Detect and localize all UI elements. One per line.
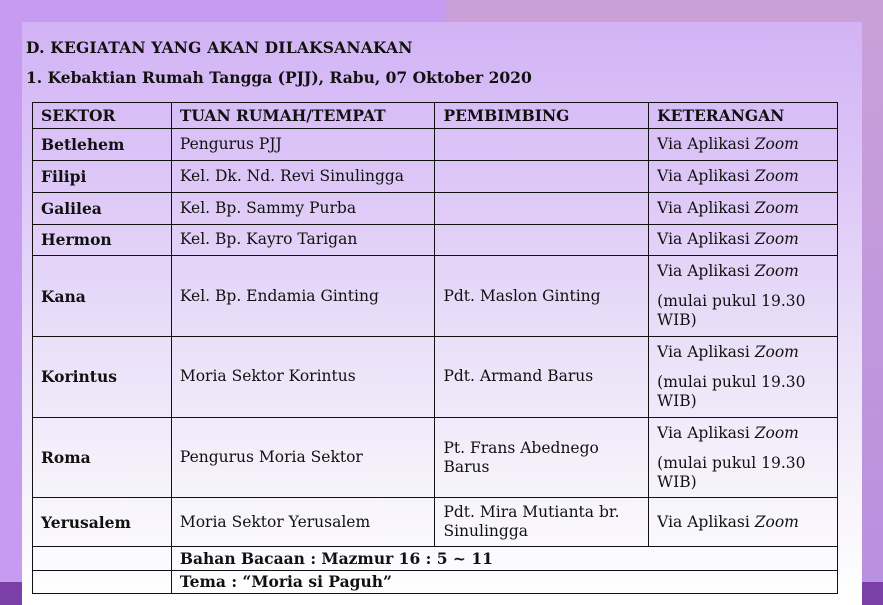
tema-row bbox=[33, 570, 838, 593]
cell-keterangan bbox=[649, 417, 838, 498]
document-slide bbox=[22, 22, 862, 605]
cell-tuan-rumah: Pengurus PJJ bbox=[171, 129, 435, 161]
via-app: Zoom bbox=[754, 423, 799, 442]
cell-keterangan bbox=[649, 256, 838, 337]
cell-sektor: Korintus bbox=[33, 337, 172, 418]
cell-tuan-rumah: Kel. Dk. Nd. Revi Sinulingga bbox=[171, 160, 435, 192]
cell-tuan-rumah: Moria Sektor Yerusalem bbox=[171, 498, 435, 547]
blank-cell bbox=[33, 570, 172, 593]
cell-tuan-rumah: Moria Sektor Korintus bbox=[171, 337, 435, 418]
section-title: D. KEGIATAN YANG AKAN DILAKSANAKAN bbox=[26, 38, 413, 57]
cell-pembimbing bbox=[435, 129, 649, 161]
header-pembimbing: PEMBIMBING bbox=[435, 103, 649, 129]
cell-keterangan bbox=[649, 337, 838, 418]
cell-keterangan bbox=[649, 498, 838, 547]
cell-pembimbing bbox=[435, 160, 649, 192]
time-note: (mulai pukul 19.30 WIB) bbox=[657, 453, 806, 491]
via-app: Zoom bbox=[754, 230, 799, 249]
table-header-row bbox=[33, 103, 838, 129]
cell-keterangan bbox=[649, 160, 838, 192]
via-prefix: Via Aplikasi bbox=[657, 134, 755, 153]
cell-tuan-rumah: Kel. Bp. Endamia Ginting bbox=[171, 256, 435, 337]
cell-pembimbing: Pdt. Mira Mutianta br. Sinulingga bbox=[435, 498, 649, 547]
cell-keterangan bbox=[649, 192, 838, 224]
cell-pembimbing bbox=[435, 224, 649, 256]
table-row bbox=[33, 417, 838, 498]
cell-pembimbing bbox=[435, 192, 649, 224]
header-tuan-rumah: TUAN RUMAH/TEMPAT bbox=[171, 103, 435, 129]
tema: Tema : “Moria si Paguh” bbox=[171, 570, 837, 593]
background-band-right bbox=[862, 22, 883, 605]
via-prefix: Via Aplikasi bbox=[657, 230, 755, 249]
via-app: Zoom bbox=[754, 198, 799, 217]
cell-sektor: Hermon bbox=[33, 224, 172, 256]
via-app: Zoom bbox=[754, 342, 799, 361]
cell-keterangan bbox=[649, 224, 838, 256]
cell-sektor: Filipi bbox=[33, 160, 172, 192]
cell-keterangan bbox=[649, 129, 838, 161]
cell-sektor: Betlehem bbox=[33, 129, 172, 161]
via-app: Zoom bbox=[754, 166, 799, 185]
cell-tuan-rumah: Pengurus Moria Sektor bbox=[171, 417, 435, 498]
table-row bbox=[33, 256, 838, 337]
background-corner-left bbox=[0, 582, 22, 605]
table-row bbox=[33, 192, 838, 224]
table-row bbox=[33, 160, 838, 192]
cell-sektor: Yerusalem bbox=[33, 498, 172, 547]
time-note: (mulai pukul 19.30 WIB) bbox=[657, 292, 806, 330]
cell-sektor: Galilea bbox=[33, 192, 172, 224]
table-row bbox=[33, 337, 838, 418]
cell-sektor: Kana bbox=[33, 256, 172, 337]
via-app: Zoom bbox=[754, 512, 799, 531]
blank-cell bbox=[33, 547, 172, 570]
via-app: Zoom bbox=[754, 262, 799, 281]
via-prefix: Via Aplikasi bbox=[657, 166, 755, 185]
time-note: (mulai pukul 19.30 WIB) bbox=[657, 372, 806, 410]
via-prefix: Via Aplikasi bbox=[657, 198, 755, 217]
cell-tuan-rumah: Kel. Bp. Sammy Purba bbox=[171, 192, 435, 224]
table-row bbox=[33, 129, 838, 161]
bahan-bacaan: Bahan Bacaan : Mazmur 16 : 5 ~ 11 bbox=[171, 547, 837, 570]
via-prefix: Via Aplikasi bbox=[657, 262, 755, 281]
cell-sektor: Roma bbox=[33, 417, 172, 498]
background-band-top bbox=[0, 0, 883, 22]
cell-pembimbing: Pdt. Maslon Ginting bbox=[435, 256, 649, 337]
cell-pembimbing: Pdt. Armand Barus bbox=[435, 337, 649, 418]
header-sektor: SEKTOR bbox=[33, 103, 172, 129]
table-row bbox=[33, 224, 838, 256]
cell-tuan-rumah: Kel. Bp. Kayro Tarigan bbox=[171, 224, 435, 256]
background-corner-right bbox=[862, 582, 883, 605]
via-prefix: Via Aplikasi bbox=[657, 342, 755, 361]
table-row bbox=[33, 498, 838, 547]
via-prefix: Via Aplikasi bbox=[657, 423, 755, 442]
schedule-table bbox=[32, 102, 838, 594]
via-app: Zoom bbox=[754, 134, 799, 153]
event-title: 1. Kebaktian Rumah Tangga (PJJ), Rabu, 07 Oktober 2020 bbox=[26, 68, 532, 87]
header-keterangan: KETERANGAN bbox=[649, 103, 838, 129]
cell-pembimbing: Pt. Frans Abednego Barus bbox=[435, 417, 649, 498]
via-prefix: Via Aplikasi bbox=[657, 512, 755, 531]
bahan-bacaan-row bbox=[33, 547, 838, 570]
